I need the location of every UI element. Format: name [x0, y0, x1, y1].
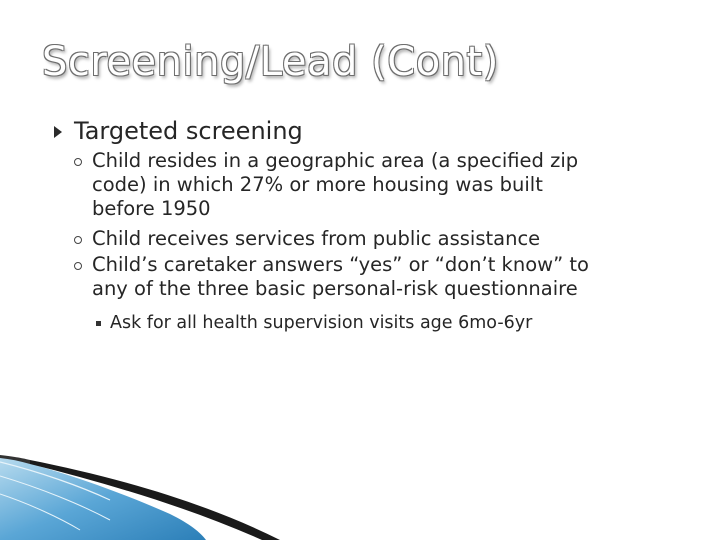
bullet-targeted-screening: Targeted screening — [74, 117, 303, 145]
sub-bullet-line: code) in which 27% or more housing was built — [92, 173, 543, 196]
sub-sub-bullet-health-visits: Ask for all health supervision visits age 6mo-6yr — [110, 313, 533, 333]
sub-bullet-line: before 1950 — [92, 197, 211, 220]
sub-bullet-line: any of the three basic personal-risk questionnaire — [92, 277, 578, 300]
sub-bullet-line: Child receives services from public assistance — [92, 227, 541, 250]
slide-title: Screening/Lead (Cont) — [42, 39, 499, 85]
sub-bullet-line: Child’s caretaker answers “yes” or “don’t know” to — [92, 253, 589, 276]
sub-bullet-line: Child resides in a geographic area (a specified zip — [92, 149, 579, 172]
